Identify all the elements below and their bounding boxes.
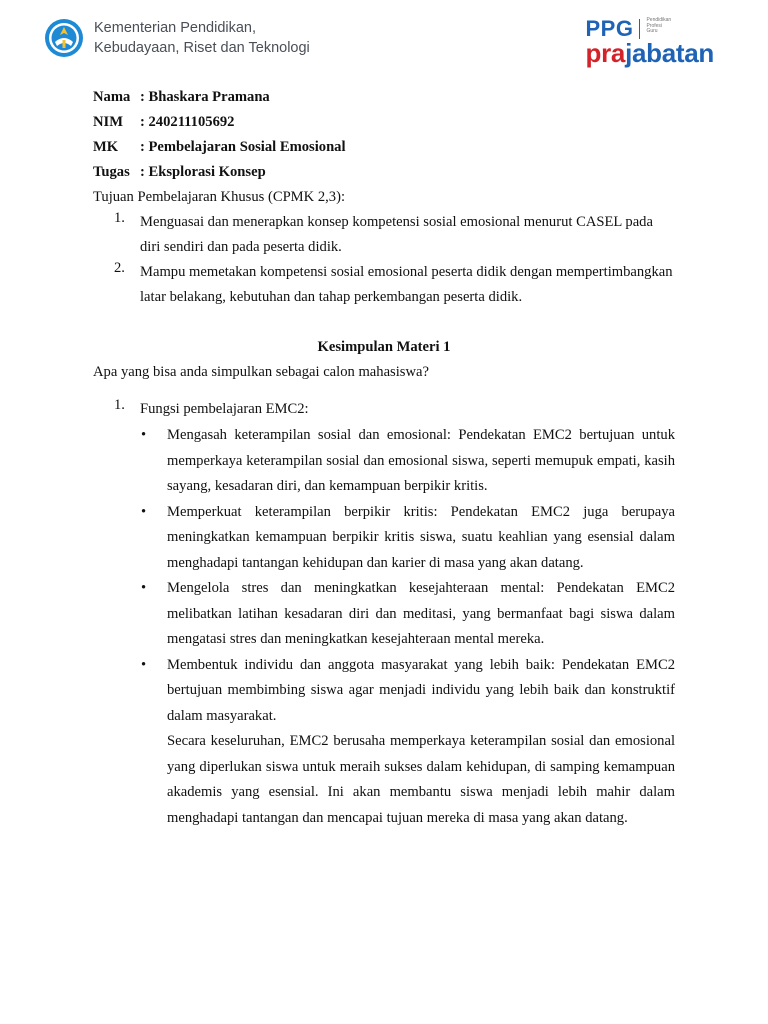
bullet-item: • Membentuk individu dan anggota masyarakat yang lebih baik: Pendekatan EMC2 bertujuan membimbing siswa agar menjadi individu yang lebih baik dan konstruktif dalam masyarakat.: [141, 653, 675, 730]
meta-row-task: Tugas : Eksplorasi Konsep: [93, 164, 266, 180]
tut-wuri-handayani-logo-icon: [44, 18, 84, 58]
meta-row-course: MK : Pembelajaran Sosial Emosional: [93, 139, 346, 155]
ppg-wordmark: PPG: [585, 16, 634, 41]
bullet-item: • Memperkuat keterampilan berpikir kritis: Pendekatan EMC2 juga berupaya meningkatkan kemampuan berpikir kritis siswa, suatu keahlian yang esensial dalam menghadapi tantangan kehidupan dan karier di masa yang akan datang.: [141, 500, 675, 577]
ppg-prajabatan-logo: [586, 18, 715, 66]
ministry-branding: [44, 18, 310, 58]
bullet-icon: •: [141, 427, 147, 443]
page-header: [0, 0, 768, 80]
ministry-name-line-1: Kementerian Pendidikan,: [94, 20, 257, 36]
objectives-list: [93, 210, 675, 310]
bullet-item: • Mengasah keterampilan sosial dan emosional: Pendekatan EMC2 bertujuan untuk memperkaya keterampilan sosial dan emosional siswa, seperti memupuk empati, kasih sayang, kesadaran diri, dan kemampuan berpikir kritis.: [141, 423, 675, 500]
ministry-name-line-2: Kebudayaan, Riset dan Teknologi: [94, 40, 310, 56]
objectives-title: Tujuan Pembelajaran Khusus (CPMK 2,3):: [93, 189, 346, 205]
meta-row-nim: NIM : 240211105692: [93, 114, 235, 130]
list-item: 2. Mampu memetakan kompetensi sosial emosional peserta didik dengan mempertimbangkan latar belakang, kebutuhan dan tahap perkembangan peserta didik.: [114, 260, 673, 305]
ppg-tagline: Pendidikan Profesi Guru: [646, 17, 672, 34]
document-body: [93, 85, 675, 831]
function-bullets: [93, 423, 675, 831]
summary-paragraph: Secara keseluruhan, EMC2 berusaha memperkaya keterampilan sosial dan emosional yang diperlukan siswa untuk meraih sukses dalam kehidupan, di samping kemampuan akademis yang esensial. Ini akan membantu siswa menjadi lebih mahir dalam menghadapi tantangan dan mencapai tujuan mereka di masa yang akan datang.: [167, 733, 675, 826]
list-item: 1. Fungsi pembelajaran EMC2:: [114, 397, 309, 417]
section-heading: Kesimpulan Materi 1: [317, 339, 451, 355]
meta-row-name: Nama : Bhaskara Pramana: [93, 89, 270, 105]
student-info: [93, 85, 675, 185]
prajabatan-wordmark: prajabatan: [585, 38, 714, 68]
bullet-item: • Mengelola stres dan meningkatkan kesejahteraan mental: Pendekatan EMC2 melibatkan latihan kesadaran diri dan meditasi, yang bermanfaat bagi siswa dalam mengatasi stres dan meningkatkan kesejahteraan mental mereka.: [141, 576, 675, 653]
logo-divider: [639, 19, 640, 39]
list-item: 1. Menguasai dan menerapkan konsep kompetensi sosial emosional menurut CASEL pada diri sendiri dan pada peserta didik.: [114, 210, 653, 255]
bullet-icon: •: [141, 656, 147, 673]
conclusion-list: [93, 397, 675, 422]
section-question: Apa yang bisa anda simpulkan sebagai calon mahasiswa?: [93, 364, 429, 380]
bullet-icon: •: [141, 580, 147, 596]
bullet-icon: •: [141, 503, 147, 520]
